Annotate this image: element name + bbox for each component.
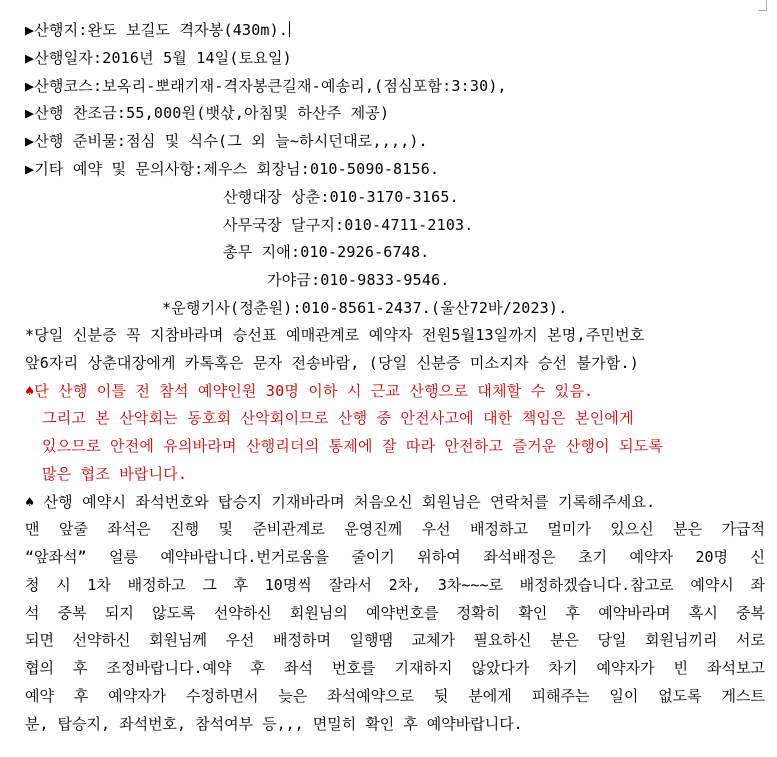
info-line-fee: ▶산행 찬조금:55,000원(뱃삯,아침및 하산주 제공): [25, 104, 390, 122]
contact-line-secretary: 사무국장 달구지:010-4711-2103.: [223, 216, 474, 234]
info-line-course: ▶산행코스:보옥리-뽀래기재-격자봉큰길재-예송리,(점심포함:3:30),: [25, 77, 507, 95]
seating-line-5: 석 중복 되지 않도록 선약하신 회원님의 예약번호를 정확히 확인 후 예약바라며 혹시 중복: [25, 604, 765, 622]
page-corner-mark: [758, 0, 767, 11]
notice-line-1: *당일 신분증 꼭 지참바라며 승선표 예매관계로 예약자 전원5월13일까지 본명,주민번호: [25, 326, 645, 344]
seating-line-4: 청 시 1차 배정하고 그 후 10명씩 잘라서 2차, 3차~~~로 배정하겠습니다.참고로 예약시 좌: [25, 576, 765, 594]
contact-line-leader: 산행대장 상춘:010-3170-3165.: [223, 188, 459, 206]
info-line-mountain[interactable]: [25, 20, 290, 40]
contact-line-gayageum: 가야금:010-9833-9546.: [267, 271, 450, 289]
warning-line-1: ♠단 산행 이틀 전 참석 예약인원 30명 이하 시 근교 산행으로 대체할 수 있음.: [25, 382, 594, 400]
warning-line-4: 많은 협조 바랍니다.: [42, 465, 188, 483]
notice-line-2: 앞6자리 상춘대장에게 카톡혹은 문자 전송바람, (당일 신분증 미소지자 승선 불가함.): [25, 354, 640, 372]
info-line-date: ▶산행일자:2016년 5월 14일(토요일): [25, 49, 292, 67]
seating-line-6: 되면 선약하신 회원님께 우선 배정하며 일행땜 교체가 필요하신 분은 당일 회원님끼리 서로: [25, 631, 765, 649]
seating-line-3: “앞좌석” 얼릉 예약바랍니다.번거로움을 줄이기 위하여 좌석배정은 초기 예약자 20명 신: [25, 548, 765, 566]
warning-line-3: 있으므로 안전에 유의바라며 산행리더의 통제에 잘 따라 안전하고 즐거운 산행이 되도록: [42, 437, 664, 455]
seating-line-9: 분, 탑승지, 좌석번호, 참석여부 등,,, 면밀히 확인 후 예약바랍니다.: [25, 715, 523, 733]
seating-line-2: 맨 앞줄 좌석은 진행 및 준비관계로 운영진께 우선 배정하고 멀미가 있으신 분은 가급적: [25, 520, 765, 538]
info-line-supplies: ▶산행 준비물:점심 및 식수(그 외 늘~하시던대로,,,,).: [25, 132, 428, 150]
contact-line-driver: *운행기사(정춘원):010-8561-2437.(울산72바/2023).: [162, 299, 568, 317]
seating-line-1: ♠ 산행 예약시 좌석번호와 탑승지 기재바라며 처음오신 회원님은 연락처를 기록해주세요.: [25, 493, 656, 511]
seating-line-7: 협의 후 조정바랍니다.예약 후 좌석 번호를 기재하지 않았다가 차기 예약자가 빈 좌석보고: [25, 659, 765, 677]
info-text: ▶산행지:완도 보길도 격자봉(430m).: [25, 21, 289, 39]
warning-line-2: 그리고 본 산악회는 동호회 산악회이므로 산행 중 안전사고에 대한 책임은 본인에게: [42, 409, 634, 427]
seating-line-8: 예약 후 예약자가 수정하면서 늦은 좌석예약으로 뒷 분에게 피해주는 일이 없도록 게스트: [25, 687, 765, 705]
contact-line-treasurer: 총무 지애:010-2926-6748.: [223, 243, 430, 261]
text-cursor: [289, 21, 290, 37]
info-line-inquiry: ▶기타 예약 및 문의사항:제우스 회장님:010-5090-8156.: [25, 160, 440, 178]
